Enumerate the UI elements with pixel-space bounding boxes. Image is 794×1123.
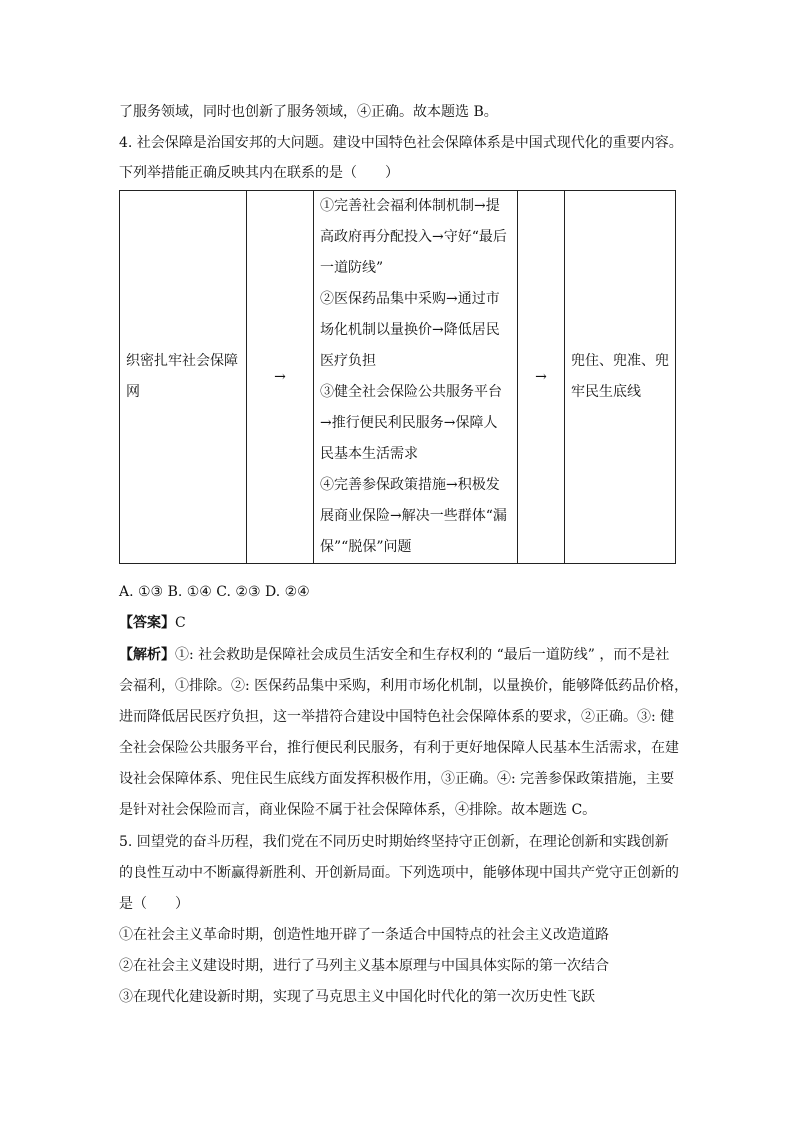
arrow-icon: → xyxy=(274,368,286,385)
question-5-stem-cont: 是（ ） xyxy=(119,896,189,912)
question-4-stem: 4. 社会保障是治国安邦的大问题。建设中国特色社会保障体系是中国式现代化的重要内容。 xyxy=(119,135,683,151)
analysis-line: 进而降低居民医疗负担，这一举措符合建设中国特色社会保障体系的要求，②正确。③: 健 xyxy=(119,709,675,725)
analysis-line: 是针对社会保险而言，商业保险不属于社会保障体系，④排除。故本题选 C。 xyxy=(119,802,597,818)
answer-label: 【答案】 xyxy=(119,615,175,631)
right-cell-text: 兜住、兜准、兜牢民生底线 xyxy=(571,353,669,400)
analysis-line: 会福利，①排除。②: 医保药品集中采购，利用市场化机制，以量换价，能够降低药品价格， xyxy=(119,678,689,694)
question-5-item: ③在现代化建设新时期，实现了马克思主义中国化时代化的第一次历史性飞跃 xyxy=(119,989,595,1005)
question-4-options: A. ①③ B. ①④ C. ②③ D. ②④ xyxy=(119,584,310,600)
table-cell-right xyxy=(565,191,676,564)
question-5-stem: 5. 回望党的奋斗历程，我们党在不同历史时期始终坚持守正创新，在理论创新和实践创新 xyxy=(119,834,669,850)
measure-item-4: ④完善参保政策措施→积极发 展商业保险→解决一些群体“漏 保”“脱保”问题 xyxy=(320,477,507,555)
analysis-line xyxy=(119,645,669,665)
question-5-item: ①在社会主义革命时期，创造性地开辟了一条适合中国特点的社会主义改造道路 xyxy=(119,927,609,943)
analysis-label: 【解析】 xyxy=(119,647,175,663)
analysis-text: ①: 社会救助是保障社会成员生活安全和生存权利的 “最后一道防线” ，而不是社 xyxy=(175,647,670,663)
table-cell-middle xyxy=(314,191,518,564)
table-row xyxy=(120,191,676,564)
arrow-cell xyxy=(247,191,314,564)
answer-line xyxy=(119,613,186,633)
text-line: 了服务领域，同时也创新了服务领域，④正确。故本题选 B。 xyxy=(119,104,498,120)
left-cell-text: 织密扎牢社会保障网 xyxy=(126,353,238,400)
question-4-stem-cont: 下列举措能正确反映其内在联系的是（ ） xyxy=(119,165,399,181)
measure-item-3: ③健全社会保险公共服务平台 →推行便民利民服务→保障人 民基本生活需求 xyxy=(320,384,502,462)
measures-table xyxy=(119,190,676,564)
measure-item-2: ②医保药品集中采购→通过市 场化机制以量换价→降低居民 医疗负担 xyxy=(320,291,500,369)
question-5-stem-cont: 的良性互动中不断赢得新胜利、开创新局面。下列选项中，能够体现中国共产党守正创新的 xyxy=(119,865,679,881)
answer-value: C xyxy=(175,615,186,631)
arrow-icon: → xyxy=(535,368,547,385)
analysis-line: 全社会保险公共服务平台，推行便民利民服务，有利于更好地保障人民基本生活需求，在建 xyxy=(119,740,679,756)
measure-item-1: ①完善社会福利体制机制→提 高政府再分配投入→守好“最后 一道防线” xyxy=(320,198,507,276)
analysis-line: 设社会保障体系、兜住民生底线方面发挥积极作用，③正确。④: 完善参保政策措施，主要 xyxy=(119,771,675,787)
arrow-cell xyxy=(518,191,565,564)
question-5-item: ②在社会主义建设时期，进行了马列主义基本原理与中国具体实际的第一次结合 xyxy=(119,958,609,974)
table-cell-left xyxy=(120,191,247,564)
